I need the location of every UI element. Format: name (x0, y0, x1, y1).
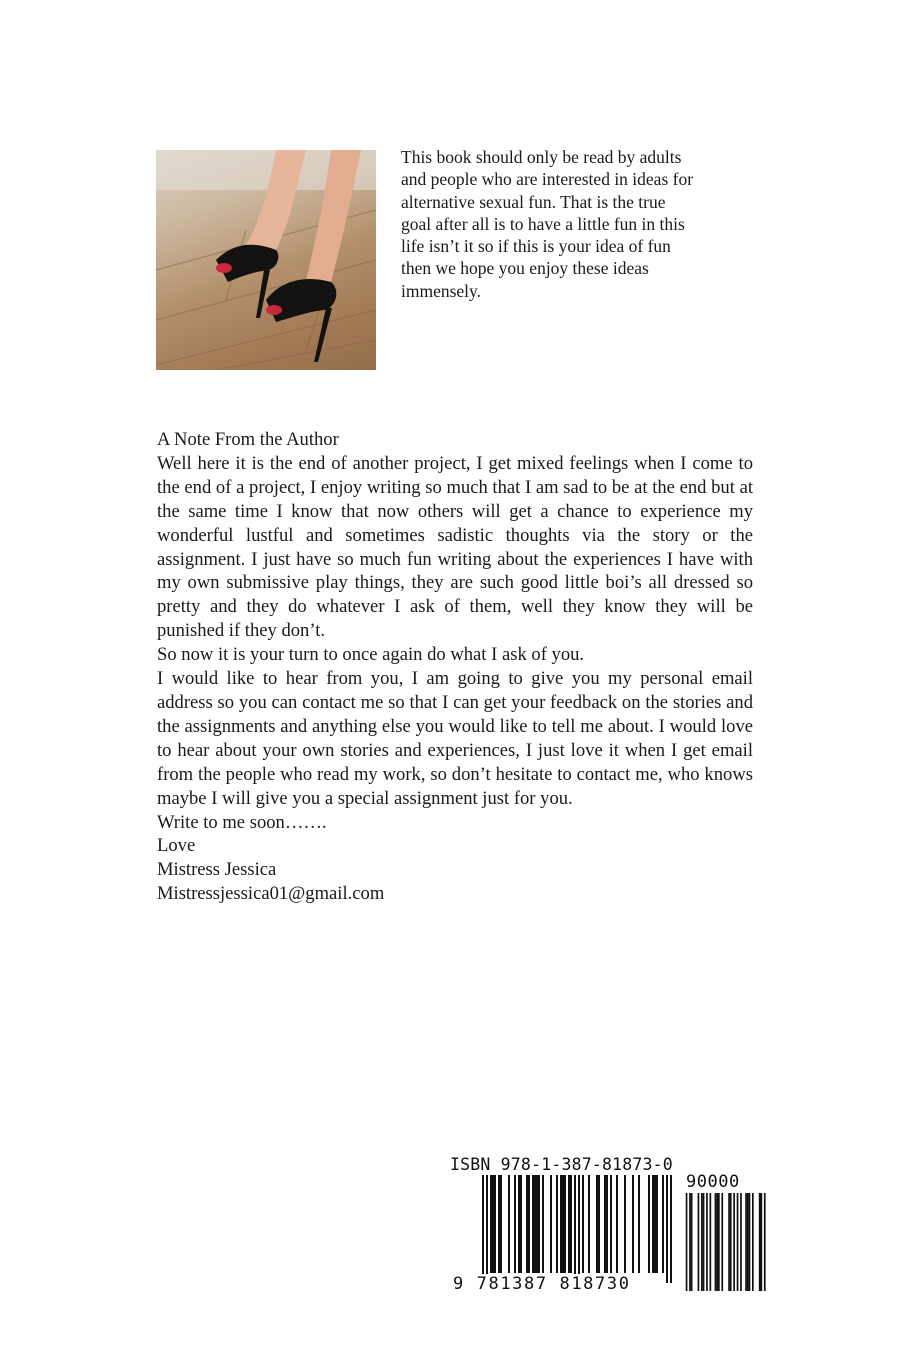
note-paragraph: So now it is your turn to once again do what I ask of you. (157, 644, 585, 666)
barcode-bar (564, 1175, 566, 1273)
barcode-bar (610, 1175, 612, 1273)
barcode-bar (562, 1175, 564, 1273)
addon-bar (747, 1193, 749, 1291)
barcode-bar (518, 1175, 520, 1273)
blurb-line: life isn’t it so if this is your idea of fun (401, 236, 671, 257)
note-signoff: Love (157, 835, 196, 857)
barcode-bar (570, 1175, 572, 1273)
addon-barcode-bars (684, 1193, 766, 1291)
barcode-bar (486, 1175, 488, 1283)
barcode-bar (550, 1175, 552, 1273)
addon-bar (764, 1193, 766, 1291)
author-note (157, 428, 753, 906)
isbn-label: ISBN 978-1-387-81873-0 (450, 1155, 673, 1174)
back-cover-blurb (401, 146, 781, 302)
addon-bar (752, 1193, 754, 1291)
addon-bar (703, 1193, 705, 1291)
barcode-bar (494, 1175, 496, 1273)
note-heading: A Note From the Author (157, 429, 339, 450)
barcode-bar (492, 1175, 494, 1273)
blurb-line: and people who are interested in ideas for (401, 169, 694, 190)
addon-bar (728, 1193, 730, 1291)
barcode-bar (574, 1175, 576, 1283)
barcode-bar (528, 1175, 530, 1273)
note-closing: Write to me soon……. (157, 811, 327, 833)
barcode-bar (670, 1175, 672, 1283)
addon-bar (689, 1193, 691, 1291)
barcode-bar (514, 1175, 516, 1273)
blurb-line: goal after all is to have a little fun in this (401, 213, 685, 234)
barcode-bar (654, 1175, 656, 1273)
price-code: 90000 (686, 1172, 740, 1192)
isbn-barcode (448, 1155, 770, 1297)
ean-barcode-bars (472, 1175, 684, 1283)
barcode-bar (500, 1175, 502, 1273)
addon-bar (730, 1193, 732, 1291)
barcode-bar (666, 1175, 668, 1283)
barcode-bar (568, 1175, 570, 1273)
barcode-bar (662, 1175, 664, 1273)
addon-bar (733, 1193, 735, 1291)
barcode-bar (560, 1175, 562, 1273)
barcode-bar (538, 1175, 540, 1273)
addon-bar (706, 1193, 708, 1291)
addon-bar (759, 1193, 761, 1291)
barcode-bar (616, 1175, 618, 1273)
barcode-bar (508, 1175, 510, 1273)
addon-bar (698, 1193, 700, 1291)
barcode-bar (598, 1175, 600, 1273)
author-email: Mistressjessica01@gmail.com (157, 883, 385, 905)
cover-photo (156, 150, 376, 370)
barcode-bar (542, 1175, 544, 1273)
barcode-bar (526, 1175, 528, 1273)
addon-bar (718, 1193, 720, 1291)
blurb-line: This book should only be read by adults (401, 147, 682, 167)
barcode-bar (656, 1175, 658, 1273)
addon-bar (749, 1193, 751, 1291)
barcode-bar (624, 1175, 626, 1273)
addon-bar (701, 1193, 703, 1291)
addon-bar (721, 1193, 723, 1291)
barcode-bar (588, 1175, 590, 1273)
barcode-bar (648, 1175, 650, 1273)
note-signature: Mistress Jessica (157, 859, 277, 881)
blurb-line: then we hope you enjoy these ideas (401, 258, 649, 279)
addon-bar (691, 1193, 693, 1291)
high-heels-photo-icon (156, 150, 376, 370)
barcode-bar (532, 1175, 534, 1273)
addon-bar (737, 1193, 739, 1291)
note-paragraph: I would like to hear from you, I am going to give you my personal email address so you can contact me so that I can get your feedback on the stories and the assignments and anything else you would like to tell me about. I would love to hear about your own stories and experiences, I just love it when I get email from the people who read my work, so don’t hesitate to contact me, who knows maybe I will give you a special assignment just for you. (157, 668, 753, 809)
barcode-bar (520, 1175, 522, 1273)
addon-bar (761, 1193, 763, 1291)
barcode-bar (536, 1175, 538, 1273)
barcode-bar (490, 1175, 492, 1273)
barcode-bar (578, 1175, 580, 1283)
addon-bar (715, 1193, 717, 1291)
barcode-bar (638, 1175, 640, 1273)
barcode-bar (534, 1175, 536, 1273)
barcode-bar (606, 1175, 608, 1273)
barcode-bar (556, 1175, 558, 1273)
barcode-bar (582, 1175, 584, 1273)
barcode-bar (498, 1175, 500, 1273)
barcode-bar (652, 1175, 654, 1273)
addon-bar (740, 1193, 742, 1291)
barcode-bar (632, 1175, 634, 1273)
blurb-line: immensely. (401, 280, 482, 301)
addon-bar (686, 1193, 688, 1291)
barcode-bar (482, 1175, 484, 1283)
blurb-line: alternative sexual fun. That is the true (401, 191, 666, 212)
addon-bar (710, 1193, 712, 1291)
barcode-bar (604, 1175, 606, 1273)
ean-number: 9 781387 818730 (453, 1274, 631, 1294)
addon-bar (716, 1193, 718, 1291)
barcode-bar (596, 1175, 598, 1273)
addon-bar (745, 1193, 747, 1291)
note-paragraph: Well here it is the end of another project, I get mixed feelings when I come to the end of a project, I enjoy writing so much that I am sad to be at the end but at the same time I know that now others will get a chance to experience my wonderful lustful and sometimes sadistic thoughts via the story or the assignment. I just have so much fun writing about the experiences I have with my own submissive play things, they are such good little boi’s all dressed so pretty and they do whatever I ask of them, well they know they will be punished if they don’t. (157, 452, 753, 642)
